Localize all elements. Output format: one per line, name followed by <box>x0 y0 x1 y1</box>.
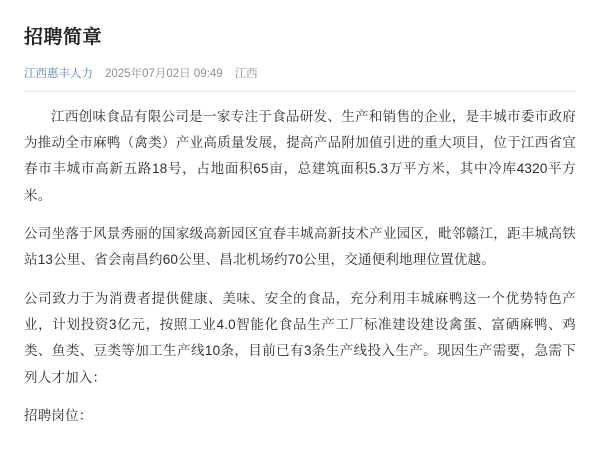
page-title: 招聘简章 <box>24 27 103 48</box>
article-source[interactable]: 江西惠丰人力 <box>24 67 93 80</box>
header-divider <box>24 91 576 92</box>
article-paragraph: 公司致力于为消费者提供健康、美味、安全的食品，充分利用丰城麻鸭这一个优势特色产业，计划投资3亿元，按照工业4.0智能化食品生产工厂标准建设建设禽蛋、富硒麻鸭、鸡类、鱼类、豆类等加工生产线10条，目前已有3条生产线投入生产。现因生产需要，急需下列人才加入： <box>24 290 576 385</box>
article-paragraph: 公司坐落于风景秀丽的国家级高新园区宜春丰城高新技术产业园区，毗邻赣江，距丰城高铁站13公里、省会南昌约60公里、昌北机场约70公里，交通便利地理位置优越。 <box>24 225 576 268</box>
article-region: 江西 <box>234 67 258 80</box>
article-paragraph: 江西创味食品有限公司是一家专注于食品研发、生产和销售的企业，是丰城市委市政府为推动全市麻鸭（禽类）产业高质量发展，提高产品附加值引进的重大项目，位于江西省宜春市丰城市高新五路18号，占地面积65亩，总建筑面积5.3万平方米，其中冷库4320平方米。 <box>24 108 576 203</box>
article-meta <box>24 65 576 81</box>
article-paragraph: 招聘岗位： <box>24 407 93 423</box>
article-date: 2025年07月02日 09:49 <box>105 67 223 80</box>
article-body <box>24 104 576 429</box>
